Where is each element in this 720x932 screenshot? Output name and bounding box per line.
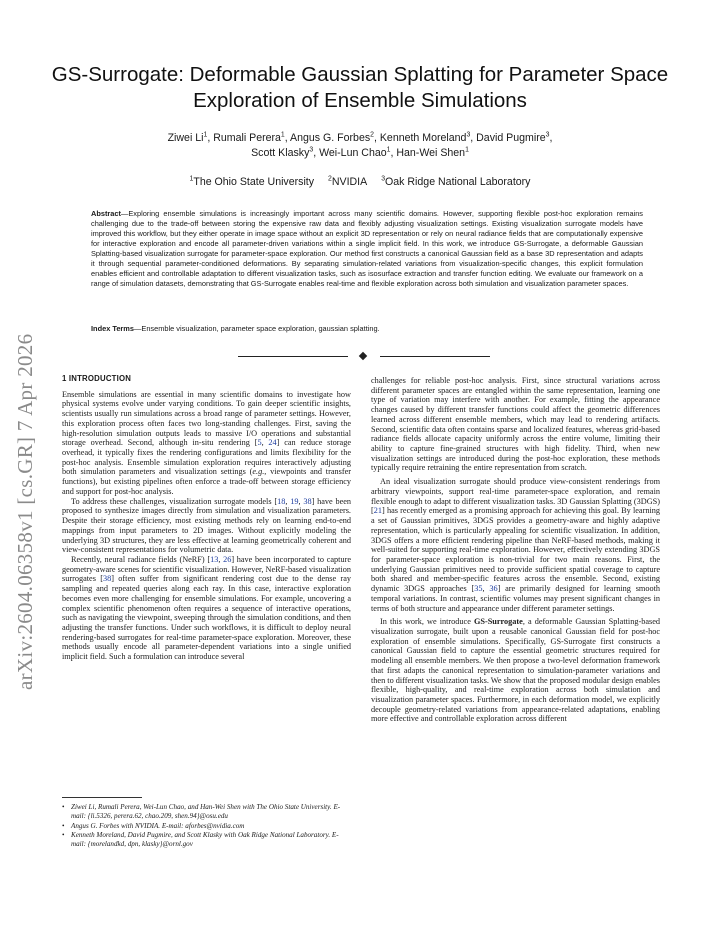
footnote-rule xyxy=(62,797,142,798)
index-terms-label: Index Terms xyxy=(91,324,134,333)
section-divider xyxy=(238,351,490,361)
affiliations xyxy=(60,175,660,189)
diamond-ornament-icon xyxy=(359,352,367,360)
author-list: Ziwei Li$^1$, Rumali Perera$^1$, Angus G. Forbes$^2$, Kenneth Moreland$^3$, David Pugmire$^3$, Scott Klasky$^3$, Wei-Lun Chao$^1$, Han-Wei Shen$^1$ xyxy=(167,131,553,159)
right-column xyxy=(371,376,660,724)
section-heading: 1 INTRODUCTION xyxy=(62,374,132,383)
abstract-text: —Exploring ensemble simulations is increasingly important across many scientific domains. However, supporting flexible post-hoc exploration remains challenging due to the trade-off between storing the expensive raw data and flexibly adjusting visualization settings. Existing visualization surrogate models have improved this workflow, but they either operate in image space without an explicit 3D representation or rely on neural radiance fields that are computationally expensive for interactive exploration and encode all parameter-driven variations within a single implicit field. In this work, we introduce GS-Surrogate, a deformable Gaussian Splatting-based visualization surrogate for parameter-space exploration. Our method first constructs a canonical Gaussian field as a base 3D representation and adapts it through sequential parameter-conditioned deformations. By separating simulation-related variations from visualization-specific changes, this explicit formulation enables efficient and controllable adaptation to different visualization tasks, such as isosurface extraction and transfer function editing. We evaluate our framework on a range of simulation datasets, demonstrating that GS-Surrogate enables real-time and flexible exploration across both simulation and visualization parameter spaces. xyxy=(91,209,643,289)
index-terms-text: —Ensemble visualization, parameter space exploration, gaussian splatting. xyxy=(134,324,380,333)
index-terms xyxy=(91,324,643,334)
paper-title: GS-Surrogate: Deformable Gaussian Splatting for Parameter Space Exploration of Ensemble Simulations xyxy=(51,63,669,112)
paragraph: An ideal visualization surrogate should produce view-consistent renderings from arbitrary viewpoints, support real-time parameter-space exploration, and remain flexible enough to adapt to different visualization tasks. 3D Gaussian Splatting (3DGS) [21] has recently emerged as a promising approach for achieving this goal. By learning a set of Gaussian primitives, 3DGS provides a geometry-aware and highly adaptive representation, which is particularly appealing for scientific visualization. In addition, 3DGS offers a more efficient rendering pipeline than NeRF-based methods, making it well-suited for supporting real-time exploration. However, effectively extending 3DGS for parameter-space exploration is non-trivial for two main reasons. First, the underlying Gaussian primitives need to provide sufficient spatial coverage to capture both shared and member-specific features across the ensemble. Second, existing dynamic 3DGS approaches [35, 36] are primarily designed for learning smooth temporal variations. In contrast, scientific volumes may present significant changes in terms of both structure and appearance under different parameter settings. xyxy=(371,477,661,613)
affiliation-2: $^2$NVIDIA xyxy=(328,175,368,188)
affiliation-1: $^1$The Ohio State University xyxy=(189,175,315,188)
abstract xyxy=(91,209,643,289)
left-column xyxy=(62,374,351,662)
footnote-item: • Ziwei Li, Rumali Perera, Wei-Lun Chao, and Han-Wei Shen with The Ohio State University. E-mail: {li.5326, perera.62, chao.209, shen.94}@osu.edu xyxy=(62,803,352,822)
arxiv-identifier-stamp: arXiv:2604.06358v1 [cs.GR] 7 Apr 2026 xyxy=(13,333,37,690)
abstract-label: Abstract xyxy=(91,209,121,218)
paragraph: Ensemble simulations are essential in many scientific domains to investigate how physical systems evolve under varying conditions. To gain deeper scientific insights, scientists usually run simulations across a broad range of parameter settings. However, this exploration process often faces two long-standing challenges. First, saving the high-resolution simulation outputs leads to massive I/O operations and substantial storage overhead. Second, although in-situ rendering [5, 24] can reduce storage overhead, it typically fixes the rendering configurations and limits flexibility for the post-hoc analysis. Ensemble simulation exploration requires interactively adjusting both simulation parameters and visualization settings (e.g., viewpoints and transfer functions), but existing pipelines often enforce a trade-off between storage efficiency and support for post-hoc analysis. xyxy=(62,389,352,496)
paragraph: Recently, neural radiance fields (NeRF) [13, 26] have been incorporated to capture geometry-aware scenes for scientific visualization. However, NeRF-based visualization surrogates [38] often suffer from significant rendering cost due to the dense ray sampling and repeated queries along each ray. In this case, interactive exploration becomes even more challenging for ensemble simulations. For example, uncovering a complex scientific phenomenon often requires a sequence of interactive operations, such as navigating the viewpoint, sweeping through the simulation conditions, and then adjusting the transfer functions. Under such workflows, it is difficult to deploy neural rendering-based surrogates for real-time parameter-space exploration. Moreover, these methods usually encode all parameter-dependent variations into a single unified implicit field. Such a formulation can introduce several xyxy=(62,554,352,662)
footnote-item: • Angus G. Forbes with NVIDIA. E-mail: aforbes@nvidia.com xyxy=(62,822,352,831)
paragraph: challenges for reliable post-hoc analysis. First, since structural variations across different parameter spaces are entangled within the same representation, learning one type of variation may interfere with another. For example, fitting the appearance changes caused by different transfer functions could affect the geometric differences learned across different ensemble members, which may lead to rendering artifacts. Second, scientific data often contains sparse and localized features, whereas grid-based radiance fields allocate capacity uniformly across the entire volume, limiting their ability to capture fine-grained structures with high fidelity. Third, when new visualization settings are introduced during the post-hoc exploration, these methods typically require retraining the entire representation from scratch. xyxy=(371,376,660,473)
footnotes xyxy=(62,803,352,849)
paragraph: To address these challenges, visualization surrogate models [18, 19, 38] have been proposed to synthesize images directly from simulation and visualization parameters. Despite their storage efficiency, most existing methods rely on learning end-to-end mappings from input parameters to 2D images. Without explicitly modeling the underlying 3D structures, they are less effective at learning geometrically coherent and view-consistent representations for volumetric data. xyxy=(62,496,352,555)
footnote-item: • Kenneth Moreland, David Pugmire, and Scott Klasky with Oak Ridge National Laboratory. E-mail: {morelandkd, dpn, klasky}@ornl.gov xyxy=(62,831,352,850)
affiliation-3: $^3$Oak Ridge National Laboratory xyxy=(381,175,531,188)
paragraph: In this work, we introduce GS-Surrogate, a deformable Gaussian Splatting-based visualization surrogate, built upon a reusable canonical Gaussian field for post-hoc exploration of ensemble simulations. Specifically, GS-Surrogate first constructs a canonical Gaussian field to capture the essential geometric structures required for modeling all ensemble members. We then propose a two-level deformation framework that first adapts the canonical representation to simulation-parameter variations and then to different visualization tasks. We show that the proposed modular design enables flexible, high-quality, and real-time exploration across both simulation and visualization parameter spaces. Furthermore, in each deformation model, we explicitly decouple geometry-related variations from appearance-related adaptations, enabling more effective and controllable exploration across different xyxy=(371,617,660,724)
